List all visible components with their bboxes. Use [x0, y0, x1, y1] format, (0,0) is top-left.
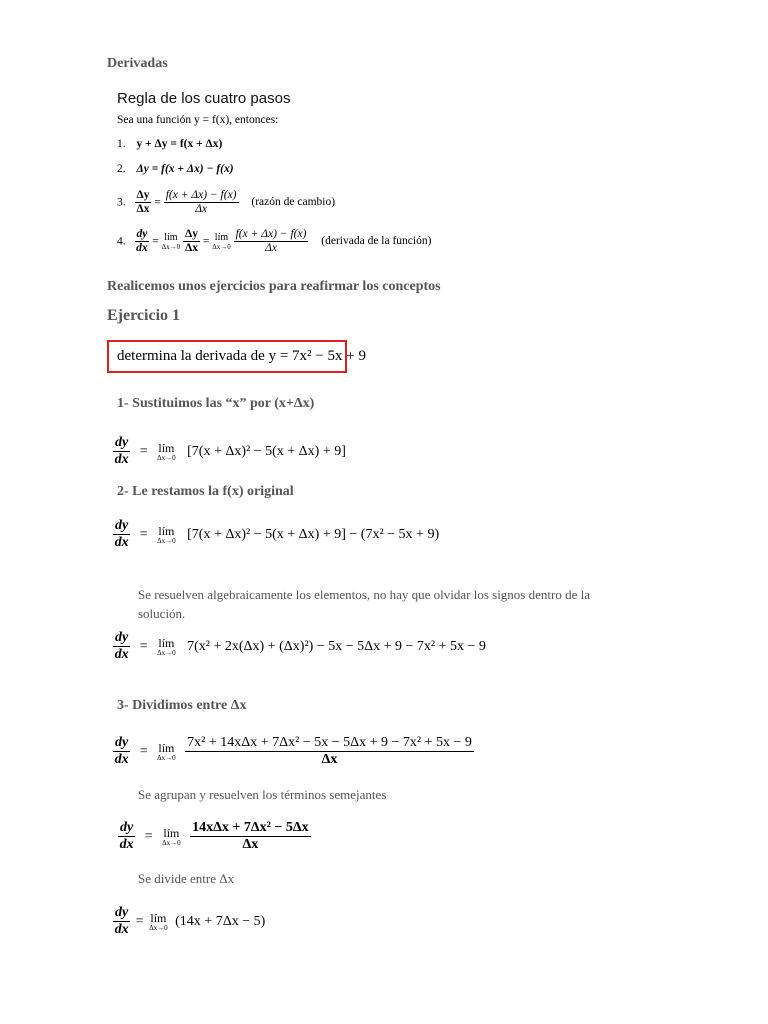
exercise-intro: Realicemos unos ejercicios para reafirmar los conceptos — [107, 279, 441, 294]
step-3-heading: 3- Dividimos entre Δx — [117, 698, 247, 713]
limit-operator: lím Δx→0 — [161, 231, 181, 251]
step-1-heading: 1- Sustituimos las “x” por (x+Δx) — [117, 396, 315, 411]
note-algebra: Se resuelven algebraicamente los elementos, no hay que olvidar los signos dentro de la solución. — [138, 587, 590, 621]
rule-heading: Regla de los cuatro pasos — [117, 90, 291, 107]
equation-2: $\frac{dy}{dx}$ = lím Δx→0 [7(x + Δx)² − 5(x + Δx) + 9] − (7x² − 5x + 9) — [114, 518, 440, 551]
equation-6: $\frac{dy}{dx}$ = lím Δx→0 (14x + 7Δx − 5) — [114, 905, 266, 938]
rule-step-3: 3. $\frac{\Delta y}{\Delta x}$ = $\frac{f(x + \Delta x) - f(x)}{\Delta x}$ (razón de cambio) — [117, 189, 336, 216]
equation-4: $\frac{dy}{dx}$ = lím Δx→0 $\frac{\text{7x² + 14xΔx + 7Δx² − 5x − 5Δx + 9 − 7x² + 5x − 9}}{\Delta x}$ — [114, 735, 472, 768]
rule-step-1: 1. y + Δy = f(x + Δx) — [117, 138, 223, 150]
page-title: Derivadas — [107, 56, 168, 71]
problem-box: determina la derivada de y = 7x² − 5x + 9 — [107, 340, 347, 373]
step-2-heading: 2- Le restamos la f(x) original — [117, 484, 294, 499]
equation-1: $\frac{dy}{dx}$ = lím Δx→0 [7(x + Δx)² − 5(x + Δx) + 9] — [114, 435, 346, 468]
note-divide: Se divide entre Δx — [138, 871, 235, 886]
note-group-terms: Se agrupan y resuelven los términos semejantes — [138, 787, 387, 802]
equation-3: $\frac{dy}{dx}$ = lím Δx→0 7(x² + 2x(Δx) + (Δx)²) − 5x − 5Δx + 9 − 7x² + 5x − 9 — [114, 630, 486, 663]
exercise-title: Ejercicio 1 — [107, 307, 181, 324]
rule-step-4: 4. $\frac{dy}{dx}$ = lím Δx→0 $\frac{\Delta y}{\Delta x}$ = lím Δx→0 $\frac{f(x + \Delta x) - f(x)}{\Delta x}$ (derivada de la función) — [117, 228, 432, 255]
difference-quotient: $\frac{f(x + \Delta x) - f(x)}{\Delta x}$ — [165, 189, 237, 216]
equation-5: $\frac{dy}{dx}$ = lím Δx→0 $\frac{\text{14xΔx + 7Δx² − 5Δx}}{\Delta x}$ — [119, 820, 309, 853]
delta-fraction: $\frac{\Delta y}{\Delta x}$ — [136, 189, 150, 216]
rule-step-2: 2. Δy = f(x + Δx) − f(x) — [117, 163, 234, 175]
rule-intro: Sea una función y = f(x), entonces: — [117, 114, 279, 126]
